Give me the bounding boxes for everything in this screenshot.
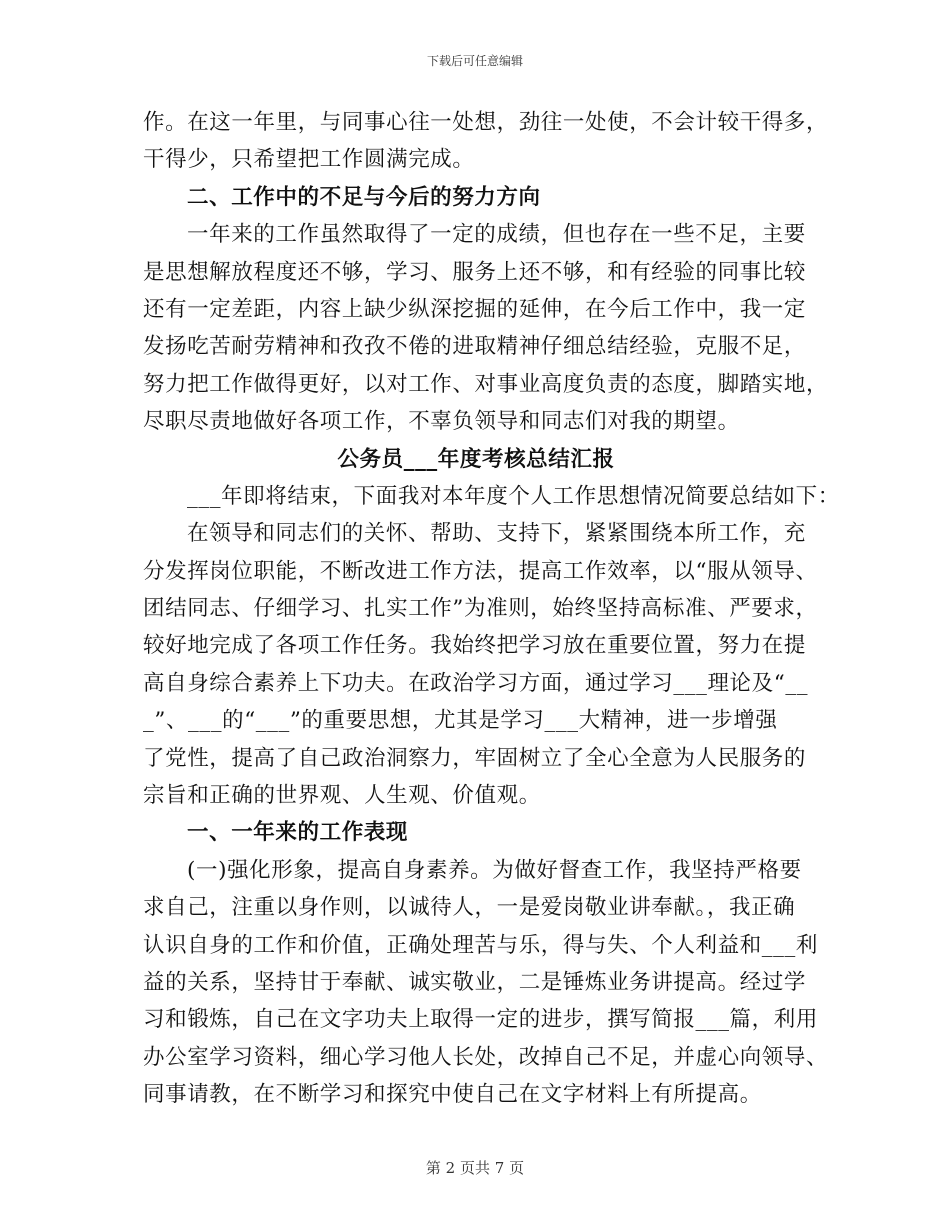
body-line: 团结同志、仔细学习、扎实工作”为准则，始终坚持高标准、严要求， [143, 596, 818, 622]
body-line: ___年即将结束，下面我对本年度个人工作思想情况简要总结如下： [187, 483, 840, 509]
body-line: 宗旨和正确的世界观、人生观、价值观。 [143, 783, 541, 809]
body-line: 一年来的工作虽然取得了一定的成绩，但也存在一些不足，主要 [187, 222, 806, 248]
body-line: 认识自身的工作和价值，正确处理苦与乐，得与失、个人利益和___利 [143, 932, 818, 958]
body-line: 了党性，提高了自己政治洞察力，牢固树立了全心全意为人民服务的 [143, 745, 807, 771]
page-number-footer: 第 2 页共 7 页 [425, 1159, 525, 1177]
body-line: 尽职尽责地做好各项工作，不辜负领导和同志们对我的期望。 [143, 409, 740, 435]
body-line: _”、___的“___”的重要思想，尤其是学习___大精神，进一步增强 [143, 708, 778, 734]
section-heading: 一、一年来的工作表现 [187, 820, 409, 846]
document-body [143, 104, 840, 1114]
body-line: 同事请教，在不断学习和探究中使自己在文字材料上有所提高。 [143, 1082, 762, 1108]
body-line: 是思想解放程度还不够，学习、服务上还不够，和有经验的同事比较 [143, 259, 807, 285]
page-header: 下载后可任意编辑 [426, 54, 523, 68]
body-line: 高自身综合素养上下功夫。在政治学习方面，通过学习___理论及“__ [143, 670, 809, 696]
body-line: 益的关系，坚持甘于奉献、诚实敬业，二是锤炼业务讲提高。经过学 [143, 969, 807, 995]
body-line: 较好地完成了各项工作任务。我始终把学习放在重要位置，努力在提 [143, 633, 807, 659]
document-title: 公务员___年度考核总结汇报 [337, 446, 615, 472]
body-line: (一)强化形象，提高自身素养。为做好督查工作，我坚持严格要 [187, 857, 802, 883]
body-line: 还有一定差距，内容上缺少纵深挖掘的延伸，在今后工作中，我一定 [143, 296, 807, 322]
body-line: 发扬吃苦耐劳精神和孜孜不倦的进取精神仔细总结经验，克服不足， [143, 334, 807, 360]
body-line: 办公室学习资料，细心学习他人长处，改掉自己不足，并虚心向领导、 [143, 1044, 829, 1070]
body-line: 在领导和同志们的关怀、帮助、支持下，紧紧围绕本所工作，充 [187, 521, 806, 547]
body-line: 干得少，只希望把工作圆满完成。 [143, 147, 475, 173]
body-line: 习和锻炼，自己在文字功夫上取得一定的进步，撰写简报___篇，利用 [143, 1007, 818, 1033]
body-line: 求自己，注重以身作则，以诚待人，一是爱岗敬业讲奉献。，我正确 [143, 895, 796, 921]
body-line: 努力把工作做得更好，以对工作、对事业高度负责的态度，脚踏实地， [143, 371, 829, 397]
body-line: 分发挥岗位职能，不断改进工作方法，提高工作效率，以“服从领导、 [143, 558, 818, 584]
body-line: 作。在这一年里，与同事心往一处想，劲往一处使，不会计较干得多， [143, 110, 829, 135]
section-heading: 二、工作中的不足与今后的努力方向 [187, 184, 541, 210]
